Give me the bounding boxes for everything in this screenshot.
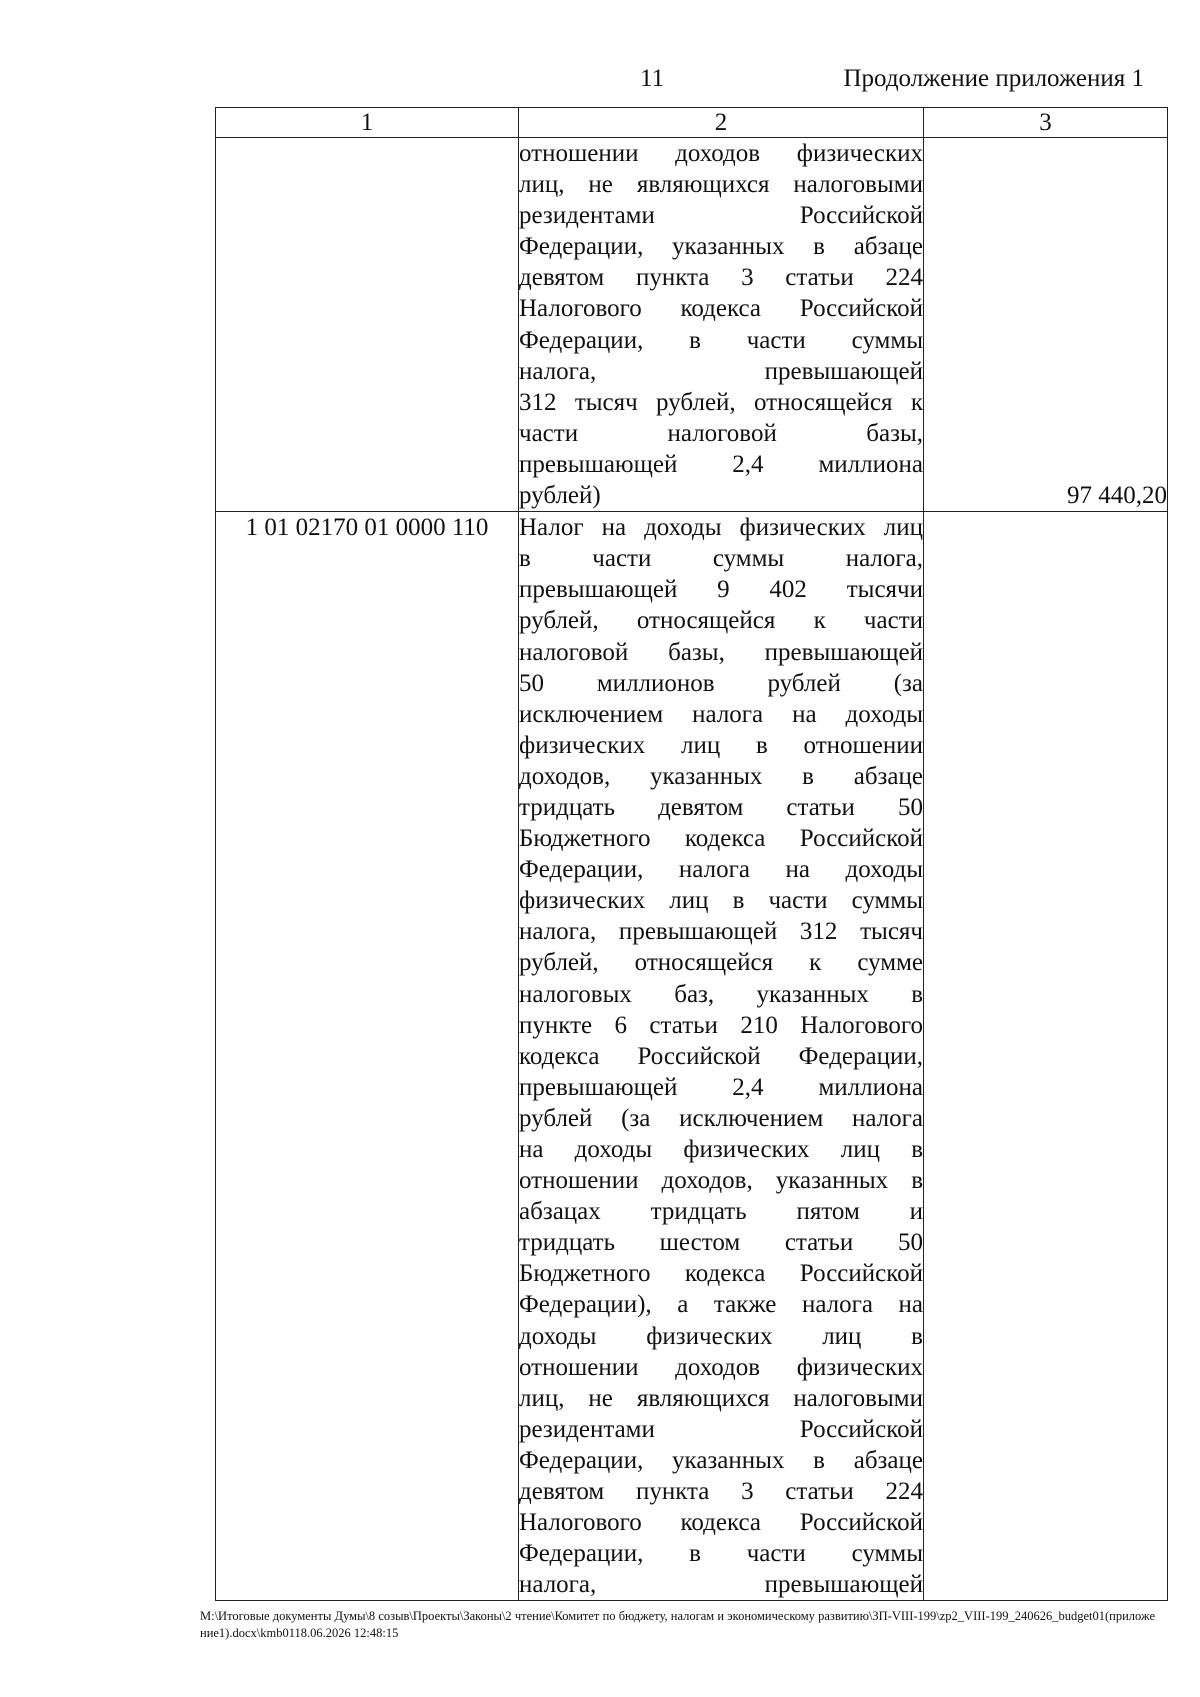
description-line: отношении доходов физических (519, 1353, 923, 1381)
description-line: доходов, указанных в абзаце (519, 762, 923, 790)
description-line: превышающей 2,4 миллиона (519, 1073, 923, 1101)
description-line: Федерации, в части суммы (519, 1540, 923, 1568)
income-code: 1 01 02170 01 0000 110 (216, 512, 519, 1601)
description-line: Федерации, в части суммы (519, 326, 923, 354)
description-line: налоговых баз, указанных в (519, 980, 923, 1008)
income-code (216, 138, 519, 512)
description-line: абзацах тридцать пятом и (519, 1198, 923, 1226)
description-line: физических лиц в отношении (519, 731, 923, 759)
budget-table (215, 107, 1168, 1601)
description-line: Федерации, налога на доходы (519, 856, 923, 884)
income-description (519, 512, 924, 1601)
description-line: налога, превышающей (519, 357, 923, 385)
description-line: лиц, не являющихся налоговыми (519, 1384, 923, 1412)
description-line: налоговой базы, превышающей (519, 638, 923, 666)
description-line: рублей, относящейся к части (519, 607, 923, 635)
description-line: тридцать шестом статьи 50 (519, 1229, 923, 1257)
description-line: Бюджетного кодекса Российской (519, 1260, 923, 1288)
column-header-2: 2 (519, 108, 924, 138)
description-line: девятом пункта 3 статьи 224 (519, 1478, 923, 1506)
column-header-3: 3 (924, 108, 1168, 138)
description-line: Федерации, указанных в абзаце (519, 233, 923, 261)
description-line: превышающей 9 402 тысячи (519, 576, 923, 604)
description-line: лиц, не являющихся налоговыми (519, 171, 923, 199)
description-line: рублей, относящейся к сумме (519, 949, 923, 977)
table-row (216, 138, 1168, 512)
description-line: пункте 6 статьи 210 Налогового (519, 1011, 923, 1039)
description-line: налога, превышающей 312 тысяч (519, 918, 923, 946)
description-line: резидентами Российской (519, 1415, 923, 1443)
table-header-row (216, 108, 1168, 138)
description-line: исключением налога на доходы (519, 700, 923, 728)
description-line: на доходы физических лиц в (519, 1136, 923, 1163)
description-line: части налоговой базы, (519, 419, 923, 447)
description-line: 312 тысяч рублей, относящейся к (519, 388, 923, 416)
description-line: превышающей 2,4 миллиона (519, 450, 923, 478)
appendix-continuation-label: Продолжение приложения 1 (843, 65, 1144, 92)
income-amount (924, 512, 1168, 1601)
description-line: Налогового кодекса Российской (519, 1509, 923, 1537)
description-line: рублей) (519, 482, 601, 510)
description-line: резидентами Российской (519, 202, 923, 230)
document-file-path-footer: M:\Итоговые документы Думы\8 созыв\Проекты\Законы\2 чтение\Комитет по бюджету, налогам и экономическому развитию\ЗП-VIII-199\zp2_VIII-199_240626_budget01(приложение1).docx\kmb0118.06.2026 12:48:15 (200, 1609, 1155, 1640)
description-line: Бюджетного кодекса Российской (519, 825, 923, 853)
description-line: девятом пункта 3 статьи 224 (519, 264, 923, 292)
description-line: физических лиц в части суммы (519, 887, 923, 915)
description-line: Федерации), а также налога на (519, 1291, 923, 1319)
description-line: отношении доходов физических (519, 140, 923, 167)
description-line: в части суммы налога, (519, 545, 923, 573)
description-line: налога, превышающей (519, 1571, 923, 1599)
description-line: кодекса Российской Федерации, (519, 1042, 923, 1070)
description-line: тридцать девятом статьи 50 (519, 793, 923, 821)
description-line: Налог на доходы физических лиц (519, 514, 923, 542)
description-line: Федерации, указанных в абзаце (519, 1446, 923, 1474)
column-header-1: 1 (216, 108, 519, 138)
page-number: 11 (640, 65, 665, 92)
description-line: Налогового кодекса Российской (519, 295, 923, 323)
description-line: 50 миллионов рублей (за (519, 669, 923, 697)
table-row (216, 512, 1168, 1601)
description-line: доходы физических лиц в (519, 1322, 923, 1350)
description-line: отношении доходов, указанных в (519, 1167, 923, 1195)
income-description (519, 138, 924, 512)
income-amount: 97 440,20 (924, 138, 1168, 512)
description-line: рублей (за исключением налога (519, 1104, 923, 1132)
